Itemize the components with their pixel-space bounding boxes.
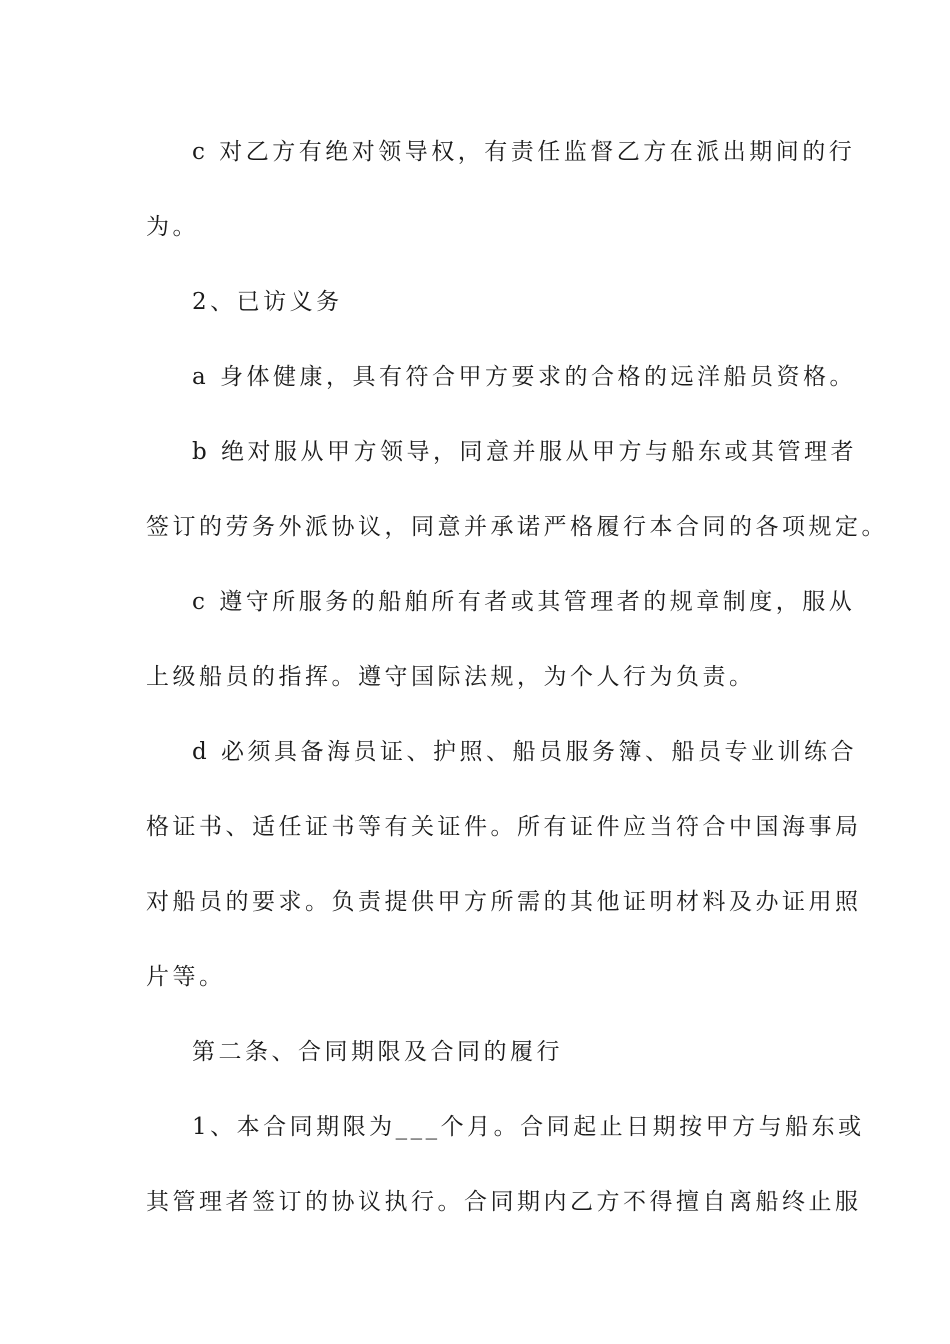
text-line: 上级船员的指挥。遵守国际法规，为个人行为负责。 <box>146 664 756 690</box>
text-line: c 遵守所服务的船舶所有者或其管理者的规章制度，服从 <box>192 589 856 615</box>
text-line: 格证书、适任证书等有关证件。所有证件应当符合中国海事局 <box>146 814 862 840</box>
text-line: b 绝对服从甲方领导，同意并服从甲方与船东或其管理者 <box>192 439 858 465</box>
section-heading: 2、已访义务 <box>192 289 343 315</box>
article-heading: 第二条、合同期限及合同的履行 <box>192 1039 563 1065</box>
text-line: 1、本合同期限为___个月。合同起止日期按甲方与船东或 <box>192 1114 865 1140</box>
text-line: 为。 <box>146 214 199 240</box>
text-line: 其管理者签订的协议执行。合同期内乙方不得擅自离船终止服 <box>146 1189 862 1215</box>
text-line: a 身体健康，具有符合甲方要求的合格的远洋船员资格。 <box>192 364 857 390</box>
text-line: 对船员的要求。负责提供甲方所需的其他证明材料及办证用照 <box>146 889 862 915</box>
text-line: d 必须具备海员证、护照、船员服务簿、船员专业训练合 <box>192 739 858 765</box>
text-line: 片等。 <box>146 964 226 990</box>
text-line: 签订的劳务外派协议，同意并承诺严格履行本合同的各项规定。 <box>146 514 888 540</box>
text-line: c 对乙方有绝对领导权，有责任监督乙方在派出期间的行 <box>192 139 856 165</box>
